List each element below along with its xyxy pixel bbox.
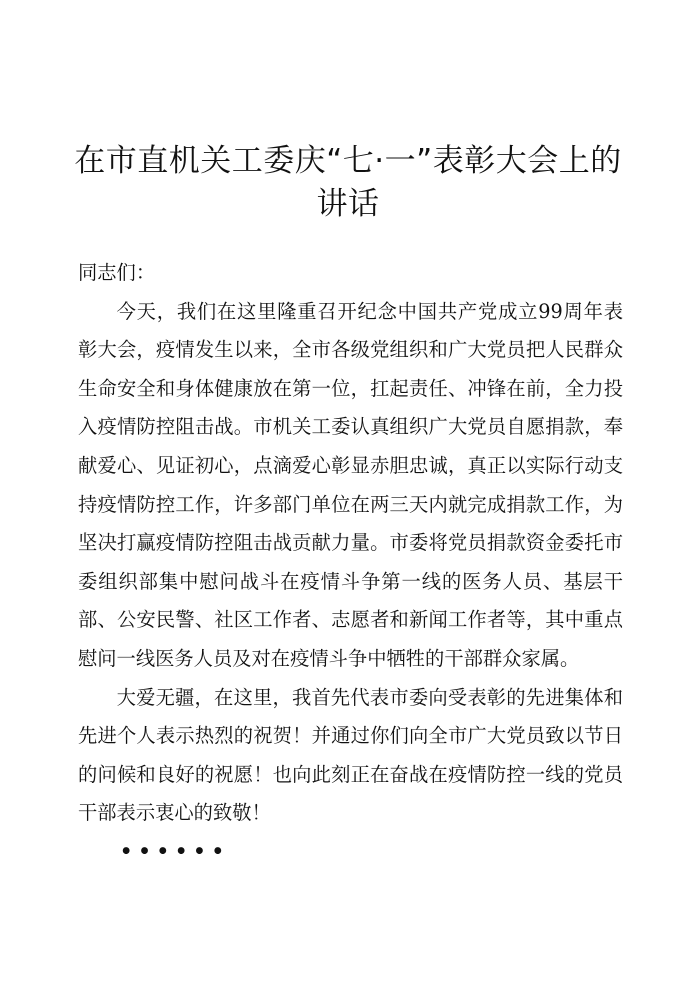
paragraph-1: 今天，我们在这里隆重召开纪念中国共产党成立99周年表彰大会，疫情发生以来，全市各级党组织和广大党员把人民群众生命安全和身体健康放在第一位，扛起责任、冲锋在前，全力投入疫情防控阻击战。市机关工委认真组织广大党员自愿捐款，奉献爱心、见证初心，点滴爱心彰显赤胆忠诚，真正以实际行动支持疫情防控工作，许多部门单位在两三天内就完成捐款工作，为坚决打赢疫情防控阻击战贡献力量。市委将党员捐款资金委托市委组织部集中慰问战斗在疫情斗争第一线的医务人员、基层干部、公安民警、社区工作者、志愿者和新闻工作者等，其中重点慰问一线医务人员及对在疫情斗争中牺牲的干部群众家属。	[78, 299, 623, 670]
document-title: 在市直机关工委庆“七·一”表彰大会上的讲话	[74, 143, 622, 222]
ellipsis: ••••••	[120, 839, 230, 863]
paragraph-2: 大爱无疆，在这里，我首先代表市委向受表彰的先进集体和先进个人表示热烈的祝贺！并通过你们向全市广大党员致以节日的问候和良好的祝愿！也向此刻正在奋战在疫情防控一线的党员干部表示衷心的致敬！	[78, 685, 623, 825]
salutation: 同志们：	[78, 261, 156, 284]
document-body	[78, 254, 623, 872]
